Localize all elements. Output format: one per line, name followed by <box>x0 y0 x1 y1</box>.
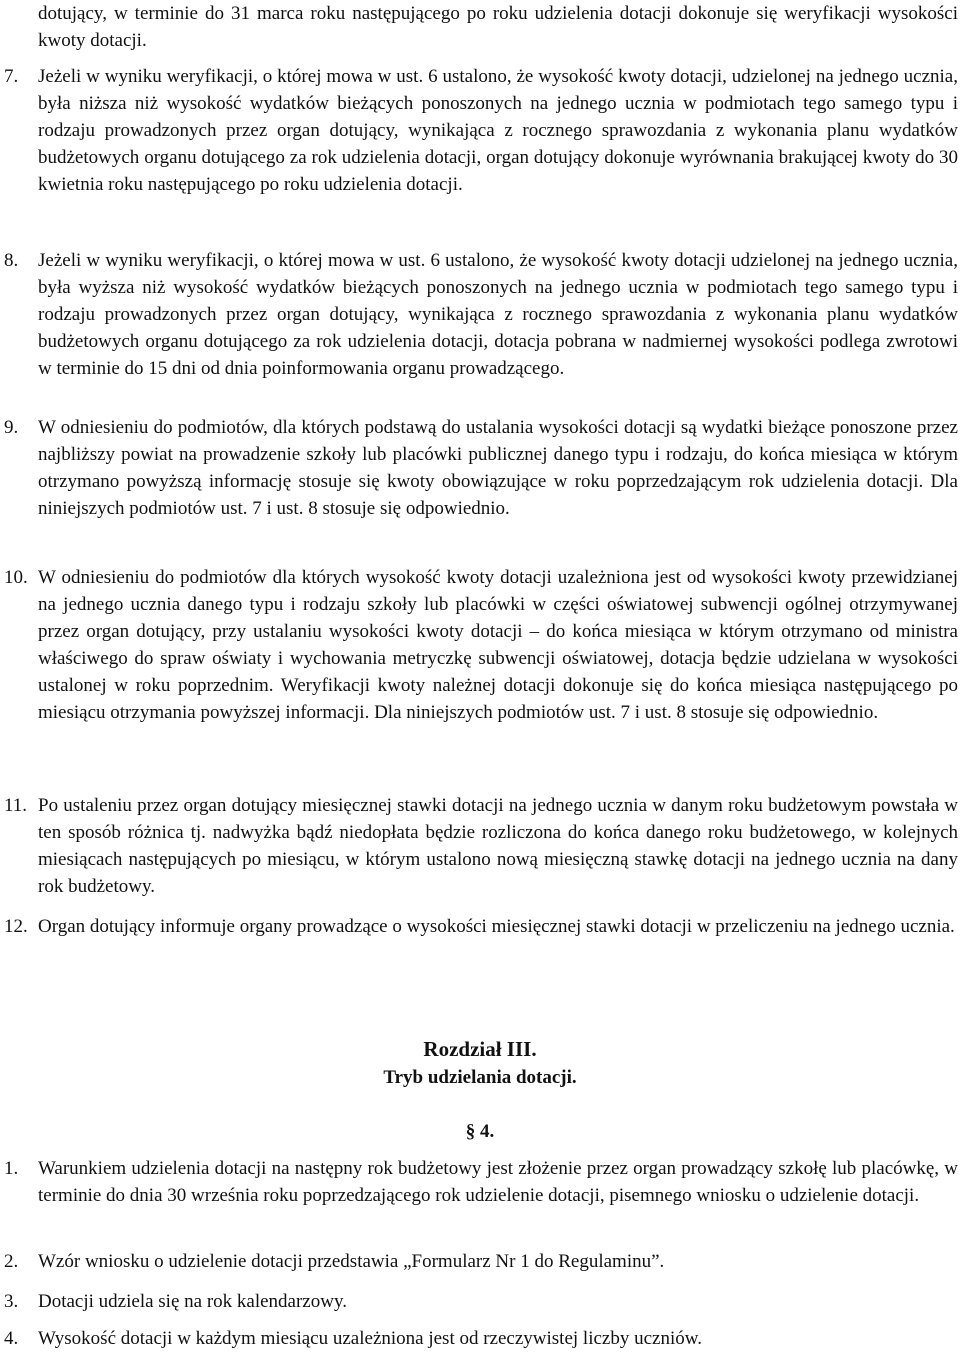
list-item-12 <box>0 913 958 940</box>
item-number: 10. <box>4 567 28 588</box>
item-number: 8. <box>4 250 19 271</box>
item-number: 2. <box>4 1251 19 1272</box>
list-item-7 <box>0 63 958 198</box>
chapter-label: Rozdział III. <box>423 1037 537 1061</box>
item-text: Po ustaleniu przez organ dotujący miesięcznej stawki dotacji na jednego ucznia w danym roku budżetowym powstała w ten sposób różnica tj. nadwyżka bądź niedopłata będzie rozliczona do końca danego roku budżetowego, w kolejnych miesiącach następujących po miesiącu, w którym ustalono nową miesięczną stawkę dotacji na jednego ucznia na dany rok budżetowy. <box>38 795 958 897</box>
item-text: Wzór wniosku o udzielenie dotacji przedstawia „Formularz Nr 1 do Regulaminu”. <box>38 1251 665 1272</box>
item-text: Organ dotujący informuje organy prowadzące o wysokości miesięcznej stawki dotacji w przeliczeniu na jednego ucznia. <box>38 916 955 937</box>
item-number: 1. <box>4 1158 19 1179</box>
list-item-8 <box>0 247 958 382</box>
list-item-11 <box>0 792 958 900</box>
item-text: Dotacji udziela się na rok kalendarzowy. <box>38 1291 347 1312</box>
item-number: 4. <box>4 1328 19 1349</box>
item-text: W odniesieniu do podmiotów, dla których podstawą do ustalania wysokości dotacji są wydatki bieżące ponoszone przez najbliższy powiat na prowadzenie szkoły lub placówki publicznej danego typu i rodzaju, do końca miesiąca w którym otrzymano powyższą informację stosuje się kwoty obowiązujące w roku poprzedzającym rok udzielenia dotacji. Dla niniejszych podmiotów ust. 7 i ust. 8 stosuje się odpowiednio. <box>38 417 958 519</box>
item-text: Jeżeli w wyniku weryfikacji, o której mowa w ust. 6 ustalono, że wysokość kwoty dotacji, udzielonej na jednego ucznia, była niższa niż wysokość wydatków bieżących ponoszonych na jednego ucznia w podmiotach tego samego typu i rodzaju prowadzonych przez organ dotujący, wynikająca z rocznego sprawozdania z wykonania planu wydatków budżetowych organu dotującego za rok udzielenia dotacji, organ dotujący dokonuje wyrównania brakującej kwoty do 30 kwietnia roku następującego po roku udzielenia dotacji. <box>38 66 958 195</box>
chapter-title: Tryb udzielania dotacji. <box>383 1067 577 1088</box>
list-item-9 <box>0 414 958 522</box>
paragraph-text: dotujący, w terminie do 31 marca roku następującego po roku udzielenia dotacji dokonuje się weryfikacji wysokości kwoty dotacji. <box>38 3 958 51</box>
list-item-10 <box>0 564 958 726</box>
section4-item-2 <box>0 1248 958 1275</box>
section4-item-4 <box>0 1325 958 1352</box>
paragraph-sign: § 4. <box>465 1121 495 1142</box>
item-text: Warunkiem udzielenia dotacji na następny rok budżetowy jest złożenie przez organ prowadzący szkołę lub placówkę, w terminie do dnia 30 września roku poprzedzającego rok udzielenie dotacji, pisemnego wniosku o udzielenie dotacji. <box>38 1158 958 1206</box>
item-number: 11. <box>4 795 28 816</box>
item-text: Wysokość dotacji w każdym miesiącu uzależniona jest od rzeczywistej liczby uczniów. <box>38 1328 702 1349</box>
item-number: 9. <box>4 417 19 438</box>
item-text: Jeżeli w wyniku weryfikacji, o której mowa w ust. 6 ustalono, że wysokość kwoty dotacji udzielonej na jednego ucznia, była wyższa niż wysokość wydatków bieżących ponoszonych na jednego ucznia w podmiotach tego samego typu i rodzaju prowadzonych przez organ dotujący, wynikająca z rocznego sprawozdania z wykonania planu wydatków budżetowych organu dotującego za rok udzielenia dotacji, dotacja pobrana w nadmiernej wysokości podlega zwrotowi w terminie do 15 dni od dnia poinformowania organu prowadzącego. <box>38 250 958 379</box>
section4-item-3 <box>0 1288 958 1315</box>
section4-item-1 <box>0 1155 958 1209</box>
item-number: 3. <box>4 1291 19 1312</box>
item-number: 7. <box>4 66 19 87</box>
item-text: W odniesieniu do podmiotów dla których wysokość kwoty dotacji uzależniona jest od wysokości kwoty przewidzianej na jednego ucznia danego typu i rodzaju szkoły lub placówki w części oświatowej subwencji ogólnej otrzymywanej przez organ dotujący, przy ustalaniu wysokości kwoty dotacji – do końca miesiąca w którym otrzymano od ministra właściwego do spraw oświaty i wychowania metryczkę subwencji oświatowej, dotacja będzie udzielana w wysokości ustalonej w roku poprzednim. Weryfikacji kwoty należnej dotacji dokonuje się do końca miesiąca następującego po miesiącu otrzymania powyższej informacji. Dla niniejszych podmiotów ust. 7 i ust. 8 stosuje się odpowiednio. <box>38 567 958 723</box>
intro-paragraph <box>0 0 958 54</box>
item-number: 12. <box>4 916 28 937</box>
